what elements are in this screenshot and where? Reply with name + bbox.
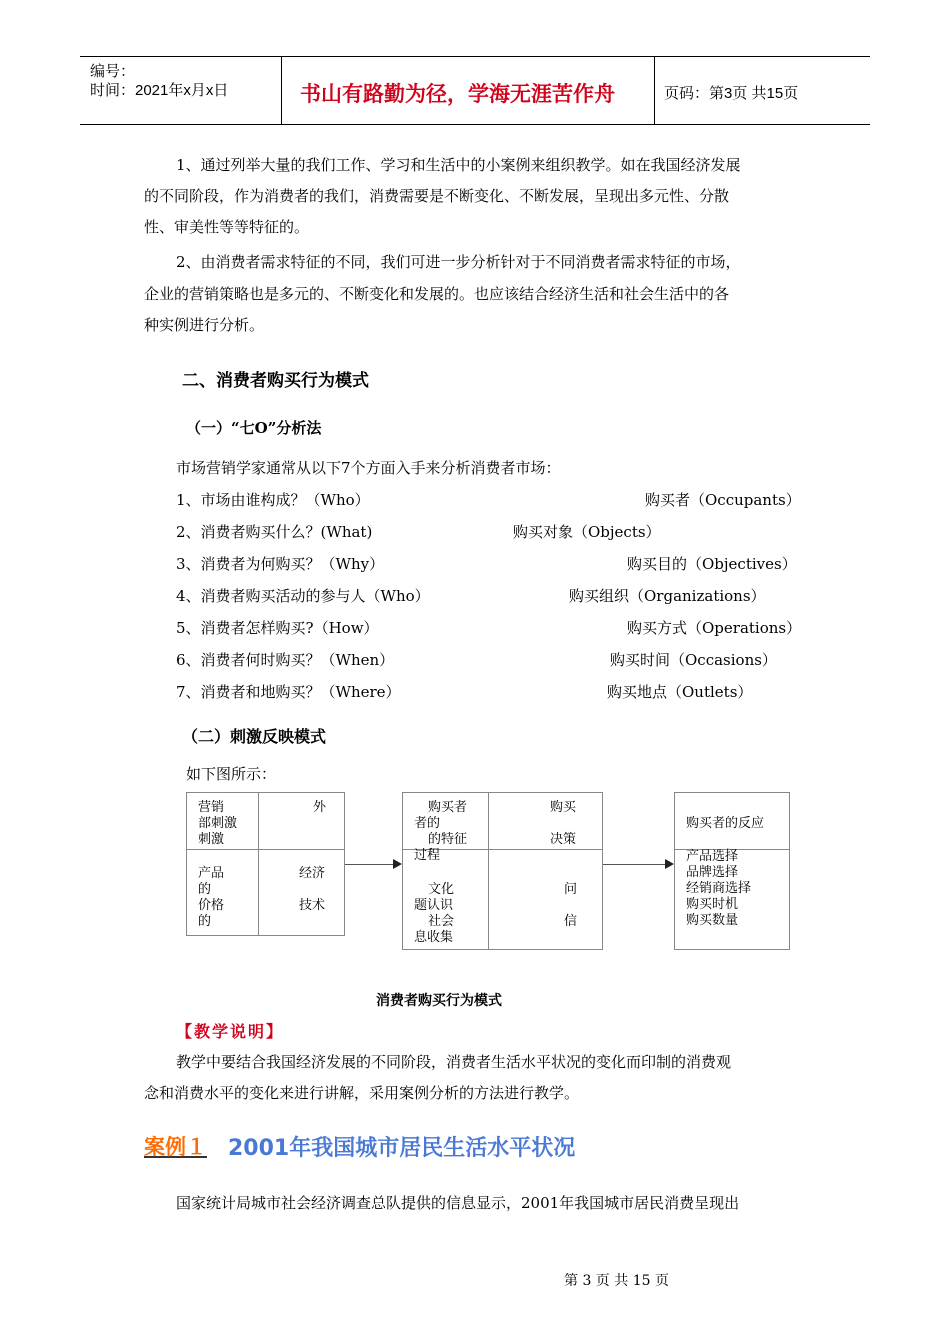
- black-box-item: 文化: [428, 882, 455, 897]
- para2-line3: 种实例进行分析。: [144, 316, 265, 334]
- seven-o-answer: 购买时间（Occasions）: [610, 651, 777, 669]
- stimulus-item: 的: [198, 914, 212, 929]
- seven-o-answer: 购买组织（Organizations）: [569, 587, 766, 605]
- header-top-rule: [80, 56, 870, 57]
- teaching-note-line2: 念和消费水平的变化来进行讲解，采用案例分析的方法进行教学。: [144, 1084, 580, 1102]
- black-box-label: 的特征: [428, 832, 468, 847]
- subsection2-title: （二）刺激反映模式: [182, 729, 327, 746]
- seven-o-question: 7、消费者和地购买？（Where）: [176, 683, 401, 701]
- diagram-intro: 如下图所示：: [186, 765, 277, 783]
- black-box-item: 社会: [428, 914, 455, 929]
- diagram-caption: 消费者购买行为模式: [376, 993, 502, 1009]
- seven-o-answer: 购买地点（Outlets）: [607, 683, 753, 701]
- black-box-item: 息收集: [414, 930, 454, 945]
- black-box-item: 问: [564, 882, 578, 897]
- footer-page: 第 3 页 共 15 页: [564, 1273, 669, 1289]
- final-paragraph: 国家统计局城市社会经济调查总队提供的信息显示，2001年我国城市居民消费呈现出: [176, 1194, 740, 1212]
- stimulus-label: 部刺激: [198, 816, 238, 831]
- seven-o-question: 3、消费者为何购买？（Why）: [176, 555, 385, 573]
- arrow-right-icon: [665, 859, 674, 869]
- seven-o-question: 5、消费者怎样购买?（How）: [176, 619, 379, 637]
- header-divider-right: [654, 56, 655, 125]
- response-item: 产品选择: [686, 849, 739, 864]
- black-box-label: 者的: [414, 816, 441, 831]
- stimulus-item: 产品: [198, 866, 225, 881]
- case-title: 2001年我国城市居民生活水平状况: [228, 1136, 576, 1161]
- para1-line2: 的不同阶段，作为消费者的我们，消费需要是不断变化、不断发展，呈现出多元性、分散: [144, 187, 730, 205]
- teaching-note-title: 【教学说明】: [176, 1022, 285, 1041]
- response-label: 购买者的反应: [686, 816, 765, 831]
- black-box-item: 信: [564, 914, 578, 929]
- subsection1-title: （一）“七O”分析法: [186, 419, 322, 437]
- header-page-info: 页码：第3页 共15页: [664, 85, 799, 102]
- seven-o-answer: 购买对象（Objects）: [513, 523, 661, 541]
- header-bottom-rule: [80, 124, 870, 125]
- response-item: 品牌选择: [686, 865, 739, 880]
- black-box-item: 过程: [414, 848, 441, 863]
- teaching-note-line1: 教学中要结合我国经济发展的不同阶段，消费者生活水平状况的变化而印制的消费观: [176, 1053, 732, 1071]
- header-motto: 书山有路勤为径，学海无涯苦作舟: [300, 82, 615, 106]
- seven-o-answer: 购买方式（Operations）: [627, 619, 802, 637]
- section2-title: 二、消费者购买行为模式: [182, 371, 369, 390]
- para2-line1: 2、由消费者需求特征的不同，我们可进一步分析针对于不同消费者需求特征的市场，: [176, 253, 741, 271]
- header-number-label: 编号：: [90, 63, 136, 80]
- header-time-label: 时间：2021年x月x日: [90, 82, 229, 99]
- seven-o-question: 1、市场由谁构成？（Who）: [176, 491, 370, 509]
- stimulus-item: 经济: [299, 866, 326, 881]
- seven-o-answer: 购买者（Occupants）: [645, 491, 801, 509]
- seven-o-question: 4、消费者购买活动的参与人（Who）: [176, 587, 430, 605]
- seven-o-question: 6、消费者何时购买？（When）: [176, 651, 395, 669]
- case-label: 案例１: [144, 1136, 207, 1159]
- stimulus-item: 价格: [198, 898, 225, 913]
- black-box-label: 决策: [550, 832, 577, 847]
- black-box-item: 题认识: [414, 898, 454, 913]
- arrow-line: [345, 864, 393, 865]
- response-item: 购买数量: [686, 913, 739, 928]
- black-box-label: 购买: [550, 800, 577, 815]
- stimulus-label: 外: [313, 800, 327, 815]
- para1-line1: 1、通过列举大量的我们工作、学习和生活中的小案例来组织教学。如在我国经济发展: [176, 156, 741, 174]
- response-item: 购买时机: [686, 897, 739, 912]
- black-box-label: 购买者: [428, 800, 468, 815]
- stimulus-label: 营销: [198, 800, 225, 815]
- para1-line3: 性、审美性等等特征的。: [144, 218, 310, 236]
- stimulus-label: 刺激: [198, 832, 225, 847]
- arrow-line: [603, 864, 665, 865]
- seven-o-question: 2、消费者购买什么？(What): [176, 523, 373, 541]
- seven-o-intro: 市场营销学家通常从以下7个方面入手来分析消费者市场：: [176, 459, 561, 477]
- response-item: 经销商选择: [686, 881, 752, 896]
- stimulus-item: 的: [198, 882, 212, 897]
- para2-line2: 企业的营销策略也是多元的、不断变化和发展的。也应该结合经济生活和社会生活中的各: [144, 285, 730, 303]
- header-divider-left: [281, 56, 282, 125]
- stimulus-item: 技术: [299, 898, 326, 913]
- seven-o-answer: 购买目的（Objectives）: [627, 555, 797, 573]
- arrow-right-icon: [393, 859, 402, 869]
